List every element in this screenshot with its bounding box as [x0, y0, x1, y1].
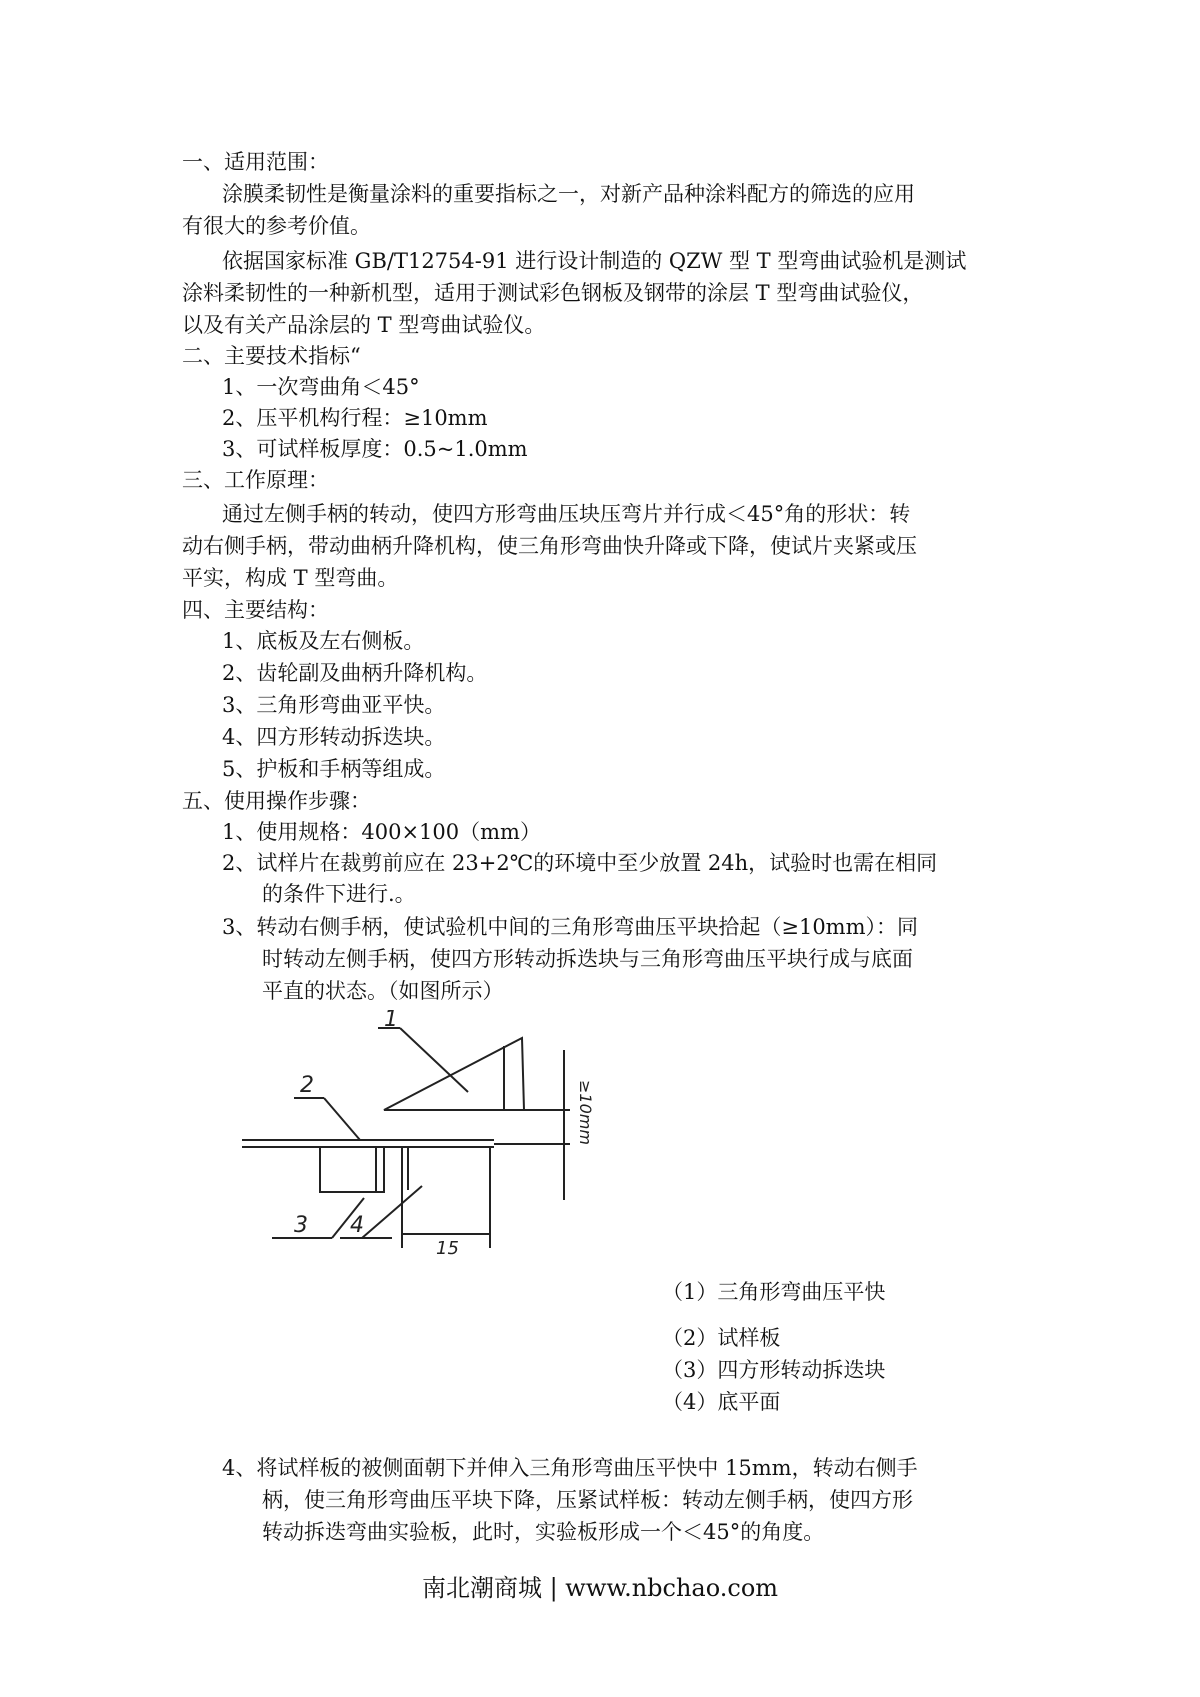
bending-diagram [232, 1010, 652, 1280]
step-item-continued: 转动拆迭弯曲实验板，此时，实验板形成一个＜45°的角度。 [262, 1520, 825, 1544]
list-item: 2、齿轮副及曲柄升降机构。 [222, 661, 488, 685]
dimension-height-label: ≥10mm [576, 1080, 595, 1145]
paragraph-line: 动右侧手柄，带动曲柄升降机构，使三角形弯曲快升降或下降，使试片夹紧或压 [182, 534, 917, 558]
list-item: 3、三角形弯曲亚平快。 [222, 693, 446, 717]
paragraph-line: 以及有关产品涂层的 T 型弯曲试验仪。 [182, 313, 546, 337]
paragraph-line: 涂料柔韧性的一种新机型，适用于测试彩色钢板及钢带的涂层 T 型弯曲试验仪， [182, 281, 924, 305]
step-item-continued: 柄，使三角形弯曲压平块下降，压紧试样板：转动左侧手柄，使四方形 [262, 1488, 913, 1512]
legend-item: （4）底平面 [662, 1390, 781, 1414]
dimension-width-label: 15 [436, 1238, 459, 1259]
diagram-label: 1 [384, 1010, 398, 1032]
diagram-label: 2 [300, 1073, 314, 1098]
diagram-label: 3 [294, 1213, 308, 1238]
list-item: 1、底板及左右侧板。 [222, 629, 425, 653]
step-item-continued: 平直的状态。（如图所示） [262, 979, 504, 1003]
section-heading-specs: 二、主要技术指标“ [182, 344, 361, 368]
step-item: 1、使用规格：400×100（mm） [222, 820, 541, 844]
paragraph-line: 通过左侧手柄的转动，使四方形弯曲压块压弯片并行成＜45°角的形状：转 [222, 502, 911, 526]
paragraph-line: 依据国家标准 GB/T12754-91 进行设计制造的 QZW 型 T 型弯曲试验机是测试 [222, 249, 967, 273]
step-item: 3、转动右侧手柄，使试验机中间的三角形弯曲压平块拾起（≥10mm）：同 [222, 915, 919, 939]
legend-item: （3）四方形转动拆迭块 [662, 1358, 886, 1382]
paragraph-line: 有很大的参考价值。 [182, 214, 371, 238]
step-item-continued: 的条件下进行.。 [262, 882, 416, 906]
diagram-label: 4 [350, 1213, 364, 1238]
paragraph-line: 平实，构成 T 型弯曲。 [182, 566, 399, 590]
list-item: 1、一次弯曲角＜45° [222, 375, 420, 399]
section-heading-structure: 四、主要结构： [182, 598, 329, 622]
step-item: 4、将试样板的被侧面朝下并伸入三角形弯曲压平快中 15mm，转动右侧手 [222, 1456, 918, 1480]
step-item: 2、试样片在裁剪前应在 23+2℃的环境中至少放置 24h，试验时也需在相同 [222, 851, 938, 875]
list-item: 5、护板和手柄等组成。 [222, 757, 446, 781]
list-item: 2、压平机构行程：≥10mm [222, 406, 488, 430]
section-heading-scope: 一、适用范围： [182, 150, 329, 174]
footer-watermark: 南北潮商城 | www.nbchao.com [421, 1574, 779, 1602]
list-item: 4、四方形转动拆迭块。 [222, 725, 446, 749]
section-heading-steps: 五、使用操作步骤： [182, 789, 371, 813]
section-heading-principle: 三、工作原理： [182, 468, 329, 492]
list-item: 3、可试样板厚度：0.5~1.0mm [222, 437, 528, 461]
paragraph-line: 涂膜柔韧性是衡量涂料的重要指标之一，对新产品种涂料配方的筛选的应用 [222, 182, 915, 206]
legend-item: （2）试样板 [662, 1326, 781, 1350]
legend-item: （1）三角形弯曲压平快 [662, 1280, 886, 1304]
step-item-continued: 时转动左侧手柄，使四方形转动拆迭块与三角形弯曲压平块行成与底面 [262, 947, 913, 971]
